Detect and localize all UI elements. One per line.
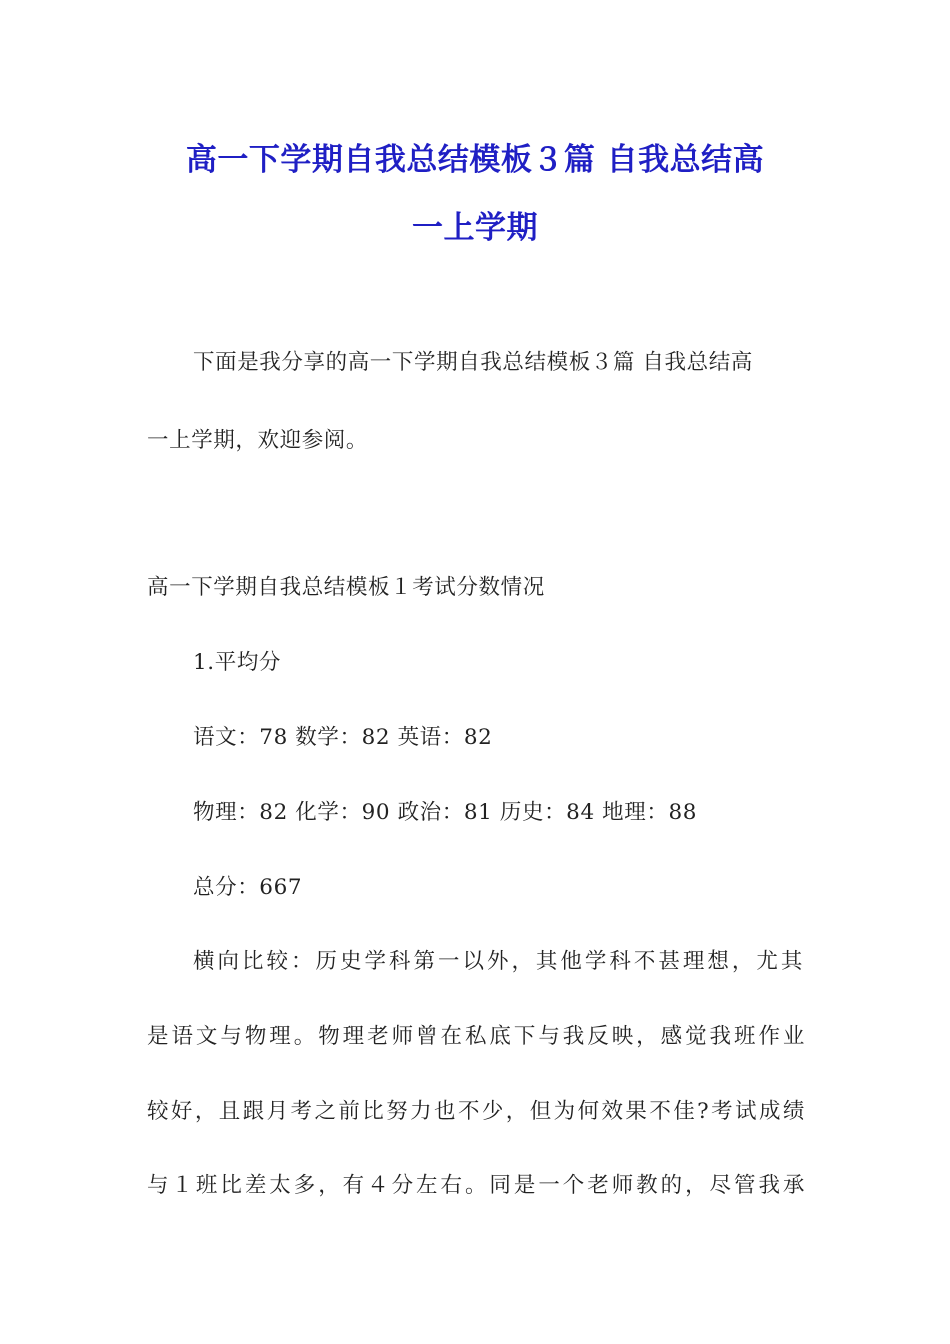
paragraph-line-3: 较好，且跟月考之前比努力也不少，但为何效果不佳?考试成绩: [147, 1099, 805, 1124]
section-heading: 高一下学期自我总结模板１考试分数情况: [147, 575, 545, 600]
paragraph-line-2: 是语文与物理。物理老师曾在私底下与我反映，感觉我班作业: [147, 1024, 805, 1049]
document-title-line-2: 一上学期: [412, 210, 538, 246]
scores-line-1: 语文：78 数学：82 英语：82: [193, 725, 493, 750]
total-score: 总分：667: [193, 875, 303, 900]
document-title-line-1: 高一下学期自我总结模板３篇 自我总结高: [185, 142, 765, 178]
intro-line-1: 下面是我分享的高一下学期自我总结模板３篇 自我总结高: [193, 350, 753, 375]
subheading-average: 1.平均分: [193, 650, 282, 675]
paragraph-line-4: 与１班比差太多，有４分左右。同是一个老师教的，尽管我承: [147, 1173, 805, 1198]
scores-line-2: 物理：82 化学：90 政治：81 历史：84 地理：88: [193, 800, 698, 825]
paragraph-line-1: 横向比较：历史学科第一以外，其他学科不甚理想，尤其: [193, 949, 803, 974]
intro-line-2: 一上学期，欢迎参阅。: [147, 428, 369, 453]
